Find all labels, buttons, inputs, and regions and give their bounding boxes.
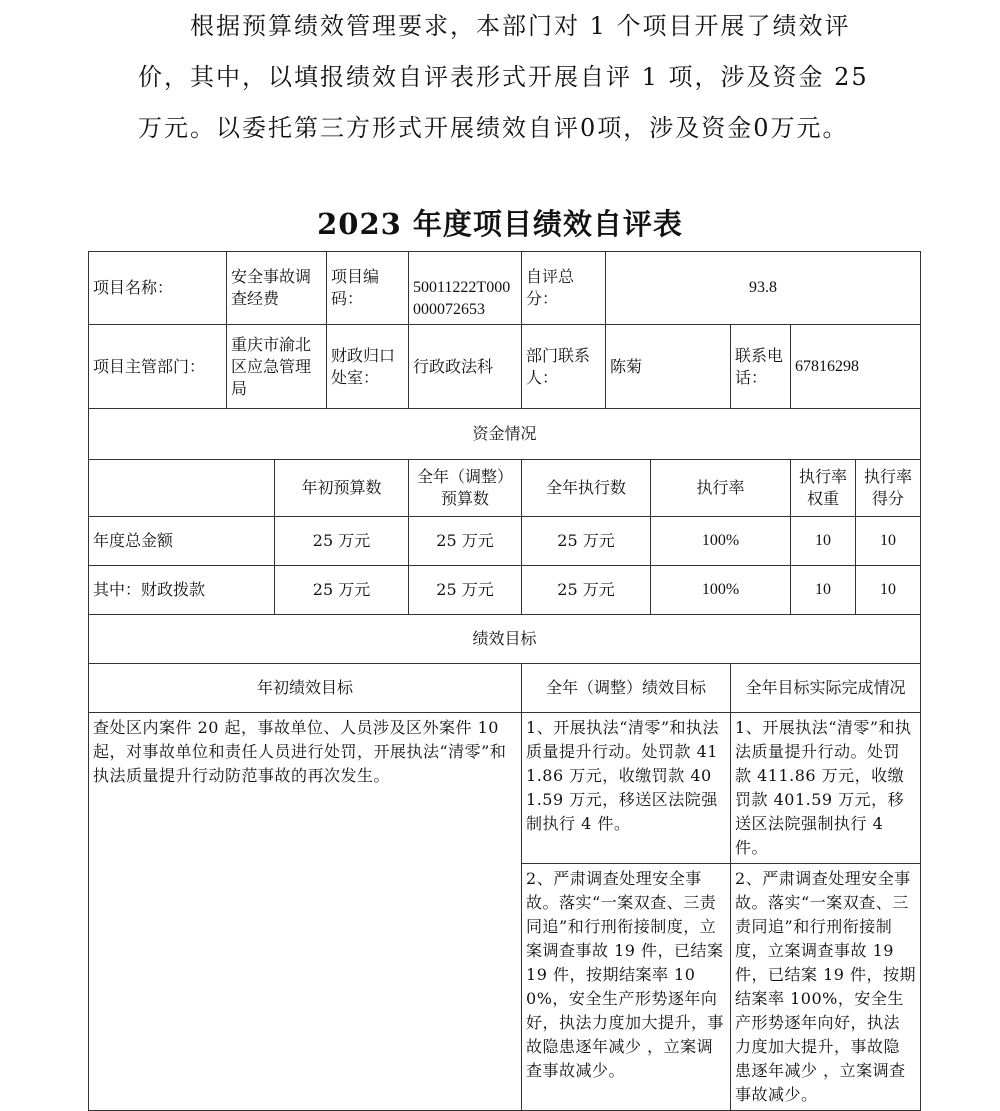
project-code-value: 50011222T000000072653: [409, 252, 522, 325]
goals-header-adjusted: 全年（调整）绩效目标: [522, 664, 731, 713]
goals-section-row: [89, 615, 921, 664]
funds-cell-execution-rate: 100%: [651, 517, 791, 566]
project-code-label: 项目编码：: [327, 252, 409, 325]
funds-cell-adjusted-budget: 25 万元: [409, 517, 522, 566]
intro-line-1: 根据预算绩效管理要求，本部门对 1 个项目开展了绩效评: [190, 12, 851, 40]
goals-row-1: [89, 713, 921, 864]
contact-phone-value: 67816298: [791, 325, 921, 409]
goals-actual-item-1: 1、开展执法“清零”和执法质量提升行动。处罚款 411.86 万元，收缴罚款 401.59 万元，移送区法院强制执行 4 件。: [731, 713, 921, 864]
goals-adjusted-item-2: 2、严肃调查处理安全事故。落实“一案双查、三责同追”和行刑衔接制度，立案调查事故 19 件，已结案 19 件，按期结案率 100%，安全生产形势逐年向好，执法力度加大提升，事故隐患逐年减少 ，立案调查事故减少。: [522, 864, 731, 1111]
funds-header-row: [89, 460, 921, 517]
funds-cell-rate-score: 10: [856, 566, 921, 615]
funds-header-executed: 全年执行数: [522, 460, 651, 517]
funds-row-fiscal: [89, 566, 921, 615]
funds-row-label: 其中：财政拨款: [89, 566, 275, 615]
goals-adjusted-item-1: 1、开展执法“清零”和执法质量提升行动。处罚款 411.86 万元，收缴罚款 401.59 万元，移送区法院强制执行 4 件。: [522, 713, 731, 864]
goals-section-title: 绩效目标: [89, 615, 921, 664]
funds-header-adjusted-budget: 全年（调整）预算数: [409, 460, 522, 517]
goals-actual-item-2: 2、严肃调查处理安全事故。落实“一案双查、三责同追”和行刑衔接制度，立案调查事故 19 件，已结案 19 件，按期结案率 100%，安全生产形势逐年向好，执法力度加大提升，事故隐患逐年减少 ，立案调查事故减少。: [731, 864, 921, 1111]
project-info-row-2: [89, 325, 921, 409]
goals-header-row: [89, 664, 921, 713]
goals-header-actual: 全年目标实际完成情况: [731, 664, 921, 713]
project-info-row-1: [89, 252, 921, 325]
funds-cell-initial-budget: 25 万元: [275, 566, 409, 615]
funds-row-total: [89, 517, 921, 566]
funds-cell-execution-rate: 100%: [651, 566, 791, 615]
department-label: 项目主管部门：: [89, 325, 227, 409]
self-score-label: 自评总分：: [522, 252, 606, 325]
funds-cell-initial-budget: 25 万元: [275, 517, 409, 566]
funds-row-label: 年度总金额: [89, 517, 275, 566]
finance-office-value: 行政政法科: [409, 325, 522, 409]
intro-line-2: 价，其中，以填报绩效自评表形式开展自评 1 项，涉及资金 25: [138, 63, 869, 91]
contact-person-label: 部门联系人：: [522, 325, 606, 409]
funds-header-rate-score: 执行率得分: [856, 460, 921, 517]
page-title: 2023 年度项目绩效自评表: [317, 207, 683, 241]
contact-phone-label: 联系电话：: [731, 325, 791, 409]
finance-office-label: 财政归口处室：: [327, 325, 409, 409]
self-evaluation-table: [88, 251, 921, 1111]
goals-header-initial: 年初绩效目标: [89, 664, 522, 713]
funds-cell-executed: 25 万元: [522, 517, 651, 566]
funds-header-blank: [89, 460, 275, 517]
funds-header-initial-budget: 年初预算数: [275, 460, 409, 517]
funds-cell-executed: 25 万元: [522, 566, 651, 615]
funds-header-execution-rate: 执行率: [651, 460, 791, 517]
intro-line-3: 万元。以委托第三方形式开展绩效自评0项，涉及资金0万元。: [138, 114, 849, 142]
project-name-value: 安全事故调查经费: [227, 252, 327, 325]
funds-header-rate-weight: 执行率权重: [791, 460, 856, 517]
project-name-label: 项目名称：: [89, 252, 227, 325]
contact-person-value: 陈菊: [606, 325, 731, 409]
self-score-value: 93.8: [606, 252, 921, 325]
funds-section-title: 资金情况: [89, 409, 921, 460]
funds-section-row: [89, 409, 921, 460]
department-value: 重庆市渝北区应急管理局: [227, 325, 327, 409]
funds-cell-adjusted-budget: 25 万元: [409, 566, 522, 615]
goals-initial-text: 查处区内案件 20 起，事故单位、人员涉及区外案件 10 起，对事故单位和责任人员进行处罚，开展执法“清零”和执法质量提升行动防范事故的再次发生。: [89, 713, 522, 1111]
funds-cell-rate-weight: 10: [791, 566, 856, 615]
funds-cell-rate-score: 10: [856, 517, 921, 566]
funds-cell-rate-weight: 10: [791, 517, 856, 566]
